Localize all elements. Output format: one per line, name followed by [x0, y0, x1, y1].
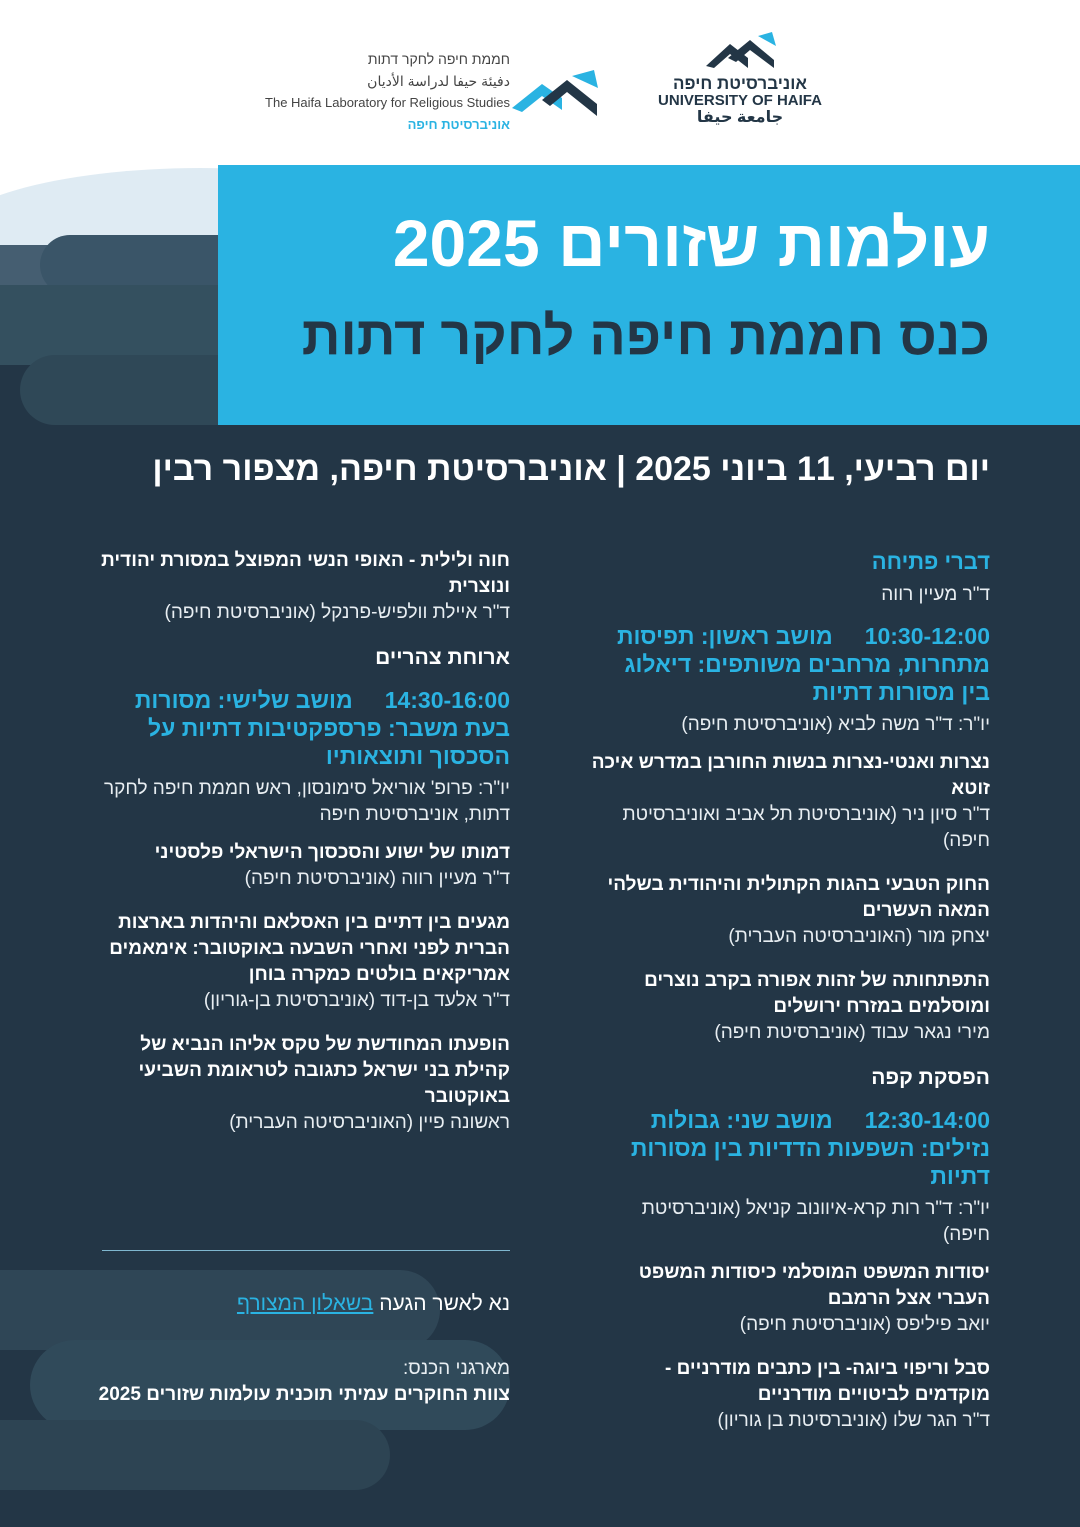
talk-speaker: ד"ר איילת וולפיש-פרנקל (אוניברסיטת חיפה) — [164, 602, 510, 623]
university-name-hebrew: אוניברסיטת חיפה — [673, 74, 807, 93]
talk-speaker: יצחק מור (האוניברסיטה העברית) — [728, 926, 990, 947]
talk-item — [590, 872, 990, 950]
talk-item — [100, 548, 510, 626]
page-subtitle: כנס חממת חיפה לחקר דתות — [301, 306, 990, 366]
title-band — [218, 165, 1080, 425]
talk-item — [100, 840, 510, 892]
rsvp-line — [237, 1292, 510, 1316]
organizers-value: צוות החוקרים עמיתי תוכנית עולמות שזורים 2025 — [98, 1384, 510, 1405]
session2-title: מושב שני: גבולות נזילים: השפעות הדדיות בין מסורות דתיות — [630, 1107, 990, 1189]
talk-item — [590, 1260, 990, 1338]
talk-title: נצרות ואנטי-נצרות בנשות החורבן במדרש איכה זוטא — [591, 752, 990, 799]
talk-speaker: ראשונה פיין (האוניברסיטה העברית) — [229, 1112, 510, 1133]
lab-name-arabic: دفيئة حيفا لدراسة الأديان — [367, 73, 510, 89]
talk-title: דמותו של ישוע והסכסוך הישראלי פלסטיני — [154, 842, 510, 863]
event-date-location: יום רביעי, 11 ביוני 2025 | אוניברסיטת חיפה, מצפור רבין — [152, 450, 990, 488]
opening-title: דברי פתיחה — [871, 549, 990, 574]
lunch-break: ארוחת צהריים — [375, 646, 510, 669]
organizers — [80, 1356, 510, 1408]
session1-chair: יו"ר: ד"ר משה לביא (אוניברסיטת חיפה) — [681, 714, 990, 735]
session3-title: מושב שלישי: מסורות בעת משבר: פרספקטיבות דתיות על הסכסוך ותוצאותיו — [134, 687, 510, 769]
page-title: עולמות שזורים 2025 — [392, 206, 990, 280]
session3-chair: יו"ר: פרופ' אוריאל סימונסון, ראש חממת חיפה לחקר דתות, אוניברסיטת חיפה — [103, 778, 510, 825]
university-logo — [640, 30, 840, 140]
session2-heading — [590, 1106, 990, 1190]
talk-item — [100, 910, 510, 1014]
talk-item — [100, 1032, 510, 1136]
talk-title: הופעתו המחודשת של טקס אליהו הנביא של קהילת בני ישראל כתגובה לטראומת השביעי באוקטובר — [138, 1034, 510, 1107]
session2-chair: יו"ר: ד"ר רות קרא-איוונוב קניאל (אוניברסיטת חיפה) — [641, 1198, 990, 1245]
lab-logo — [240, 48, 510, 136]
talk-speaker: יואב פיליפס (אוניברסיטת חיפה) — [739, 1314, 990, 1335]
lab-mark-icon — [512, 70, 602, 120]
program-left-column — [100, 548, 510, 1154]
lab-name-hebrew: חממת חיפה לחקר דתות — [367, 51, 510, 67]
organizers-label: מארגני הכנס: — [403, 1358, 510, 1379]
university-name-arabic: جامعة حيفا — [696, 109, 784, 126]
coffee-break: הפסקת קפה — [871, 1066, 990, 1089]
lab-name-english: The Haifa Laboratory for Religious Studies — [265, 95, 510, 110]
talk-title: חוה ולילית - האופי הנשי המפוצל במסורת יהודית ונוצרית — [101, 550, 510, 597]
divider — [102, 1250, 510, 1251]
talk-title: יסודות המשפט המוסלמי כיסודות המשפט העברי אצל הרמבם — [638, 1262, 990, 1309]
session3-heading — [100, 686, 510, 770]
talk-speaker: ד"ר הגר שלו (אוניברסיטת בן גוריון) — [717, 1410, 990, 1431]
session1-heading — [590, 622, 990, 706]
talk-item — [590, 750, 990, 854]
talk-title: התפתחותה של זהות אפורה בקרב נוצרים ומוסלמים במזרח ירושלים — [644, 970, 990, 1017]
rsvp-text: נא לאשר הגעה — [379, 1292, 510, 1315]
decorative-wave — [0, 1420, 390, 1490]
session1-time: 10:30-12:00 — [864, 623, 990, 649]
talk-item — [590, 968, 990, 1046]
talk-title: סבל וריפוי ביוגה- בין כתבים מודרניים - מוקדמים לביטויים מודרניים — [665, 1358, 990, 1405]
talk-speaker: ד"ר מעיין רווה (אוניברסיטת חיפה) — [244, 868, 510, 889]
talk-title: החוק הטבעי בהגות הקתולית והיהודית בשלהי המאה העשרים — [607, 874, 990, 921]
university-name-english: UNIVERSITY OF HAIFA — [658, 92, 822, 109]
lab-brand: אוניברסיטת חיפה — [407, 117, 510, 132]
talk-speaker: ד"ר אלעד בן-דוד (אוניברסיטת בן-גוריון) — [203, 990, 510, 1011]
session1-title: מושב ראשון: תפיסות מתחרות, מרחבים משותפים: דיאלוג בין מסורות דתיות — [616, 623, 990, 705]
talk-speaker: ד"ר סיון ניר (אוניברסיטת תל אביב ואוניברסיטת חיפה) — [622, 804, 990, 851]
opening-speaker: ד"ר מעיין רווה — [881, 584, 990, 605]
university-mark-icon — [700, 30, 780, 70]
program-right-column — [590, 548, 990, 1452]
talk-title: מגעים בין דתיים בין האסלאם והיהדות בארצות הברית לפני ואחרי השבעה באוקטובר: אימאמים אמריקאים בולטים כמקרה בוחן — [109, 912, 510, 985]
rsvp-form-link[interactable]: בשאלון המצורף — [236, 1292, 374, 1315]
talk-item — [590, 1356, 990, 1434]
session2-time: 12:30-14:00 — [864, 1107, 990, 1133]
talk-speaker: מירי נגאר עבוד (אוניברסיטת חיפה) — [714, 1022, 990, 1043]
session3-time: 14:30-16:00 — [384, 687, 510, 713]
